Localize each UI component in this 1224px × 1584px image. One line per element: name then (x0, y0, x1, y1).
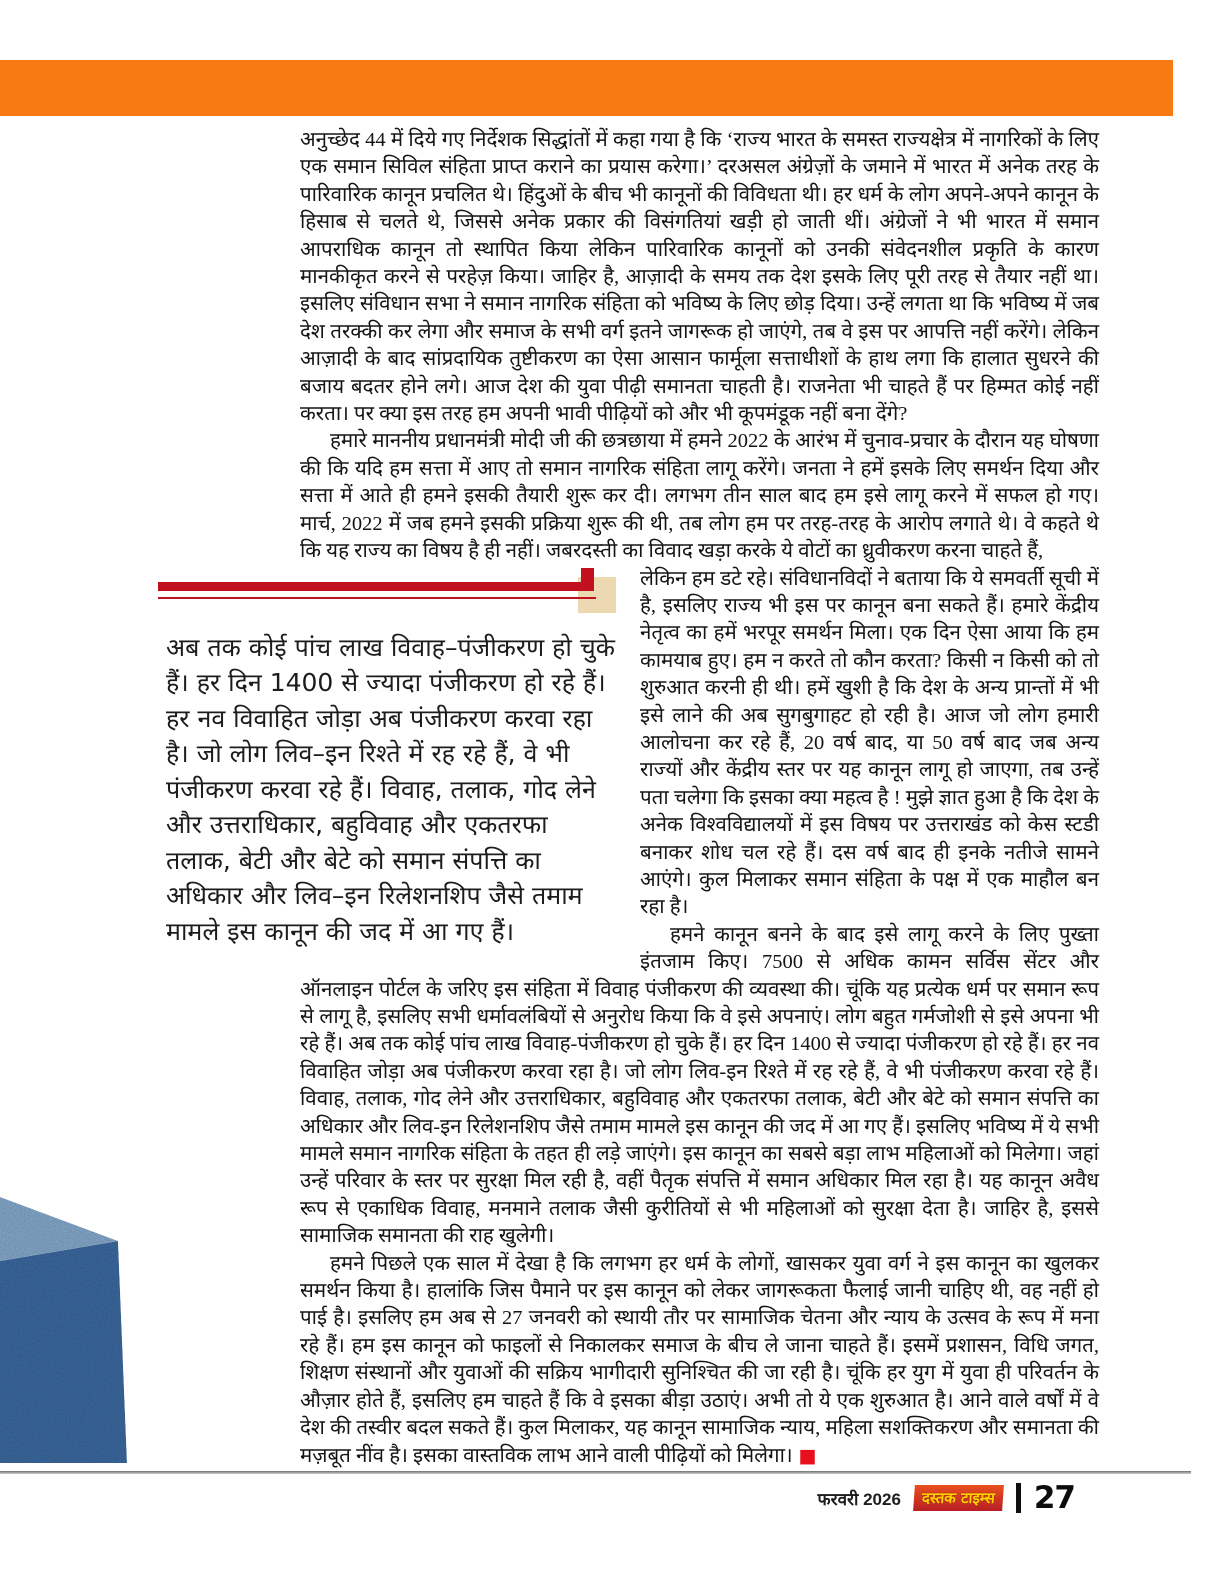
footer-issue-date: फरवरी 2026 (817, 1489, 901, 1509)
denim-fabric-corner-photo (0, 1197, 128, 1463)
pull-quote-decoration (158, 568, 616, 612)
article-paragraph-4 (300, 1251, 1099, 1470)
page-number: 27 (1033, 1480, 1075, 1516)
article-paragraph-2b: लेकिन हम डटे रहे। संविधानविदों ने बताया कि ये समवर्ती सूची में है, इसलिए राज्य भी इस पर कानून बना सकते हैं। हमारे केंद्रीय नेतृत्व का हमें भरपूर समर्थन मिला। एक दिन ऐसा आया कि हम कामयाब हुए। हम न करते तो कौन करता? किसी न किसी को तो शुरुआत करनी ही थी। हमें खुशी है कि देश के अन्य प्रान्तों में भी इसे लाने की अब सुगबुगाहट हो रही है। आज जो लोग हमारी आलोचना कर रहे हैं, 20 वर्ष बाद, या 50 वर्ष बाद जब अन्य राज्यों और केंद्रीय स्तर पर यह कानून लागू हो जाएगा, तब उन्हें पता चलेगा कि इसका क्या महत्व है ! मुझे ज्ञात हुआ है कि देश के अनेक विश्वविद्यालयों में इस विषय पर उत्तराखंड को केस स्टडी बनाकर शोध चल रहे हैं। दस वर्ष बाद ही इनके नतीजे सामने आएंगे। कुल मिलाकर समान संहिता के पक्ष में एक माहौल बन रहा है। (640, 567, 1099, 919)
footer-rule (0, 1471, 1191, 1474)
footer-divider-bar (1016, 1483, 1021, 1513)
pull-quote-thick-rule (158, 582, 592, 591)
denim-front-face (0, 1241, 127, 1463)
article-paragraph-2a: हमारे माननीय प्रधानमंत्री मोदी जी की छत्रछाया में हमने 2022 के आरंभ में चुनाव-प्रचार के दौरान यह घोषणा की कि यदि हम सत्ता में आए तो समान नागरिक संहिता लागू करेंगे। जनता ने हमें इसके लिए समर्थन दिया और सत्ता में आते ही हमने इसकी तैयारी शुरू कर दी। लगभग तीन साल बाद हम इसे लागू करने में सफल हो गए। मार्च, 2022 में जब हमने इसकी प्रक्रिया शुरू की थी, तब लोग हम पर तरह-तरह के आरोप लगाते थे। वे कहते थे कि यह राज्य का विषय है ही नहीं। जबरदस्ती का विवाद खड़ा करके ये वोटों का ध्रुवीकरण करना चाहते हैं, (300, 430, 1099, 563)
article-end-mark: ■ (798, 1444, 817, 1467)
article-paragraph-1: अनुच्छेद 44 में दिये गए निर्देशक सिद्धांतों में कहा गया है कि ‘राज्य भारत के समस्त राज्यक्षेत्र में नागरिकों के लिए एक समान सिविल संहिता प्राप्त कराने का प्रयास करेगा।’ दरअसल अंग्रेज़ों के जमाने में भारत में अनेक तरह के पारिवारिक कानून प्रचलित थे। हिंदुओं के बीच भी कानूनों की विविधता थी। हर धर्म के लोग अपने-अपने कानून के हिसाब से चलते थे, जिससे अनेक प्रकार की विसंगतियां खड़ी हो जाती थीं। अंग्रेजों ने भी भारत में समान आपराधिक कानून तो स्थापित किया लेकिन पारिवारिक कानूनों को उनकी संवेदनशील प्रकृति के कारण मानकीकृत करने से परहेज़ किया। जाहिर है, आज़ादी के समय तक देश इसके लिए पूरी तरह से तैयार नहीं था। इसलिए संविधान सभा ने समान नागरिक संहिता को भविष्य के लिए छोड़ दिया। उन्हें लगता था कि भविष्य में जब देश तरक्की कर लेगा और समाज के सभी वर्ग इतने जागरूक हो जाएंगे, तब वे इस पर आपत्ति नहीं करेंगे। लेकिन आज़ादी के बाद सांप्रदायिक तुष्टीकरण का ऐसा आसान फार्मूला सत्ताधीशों के हाथ लगा कि हालात सुधरने की बजाय बदतर होने लगे। आज देश की युवा पीढ़ी समानता चाहती है। राजनेता भी चाहते हैं पर हिम्मत कोई नहीं करता। पर क्या इस तरह हम अपनी भावी पीढ़ियों को और भी कूपमंडूक नहीं बना देंगे? (300, 129, 1099, 426)
article-body (166, 127, 1099, 1470)
magazine-logo-badge: दस्तक टाइम्स (913, 1485, 1004, 1511)
footer (818, 1480, 1075, 1516)
article-paragraph-4-text: हमने पिछले एक साल में देखा है कि लगभग हर धर्म के लोगों, खासकर युवा वर्ग ने इस कानून का खुलकर समर्थन किया है। हालांकि जिस पैमाने पर इस कानून को लेकर जागरूकता फैलाई जानी चाहिए थी, वह नहीं हो पाई है। इसलिए हम अब से 27 जनवरी को स्थायी तौर पर सामाजिक चेतना और न्याय के उत्सव के रूप में मना रहे हैं। हम इस कानून को फाइलों से निकालकर समाज के बीच ले जाना चाहते हैं। इसमें प्रशासन, विधि जगत, शिक्षण संस्थानों और युवाओं की सक्रिय भागीदारी सुनिश्चित की जा रही है। चूंकि हर युग में युवा ही परिवर्तन के औज़ार होते हैं, इसलिए हम चाहते हैं कि वे इसका बीड़ा उठाएं। अभी तो ये एक शुरुआत है। आने वाले वर्षों में वे देश की तस्वीर बदल सकते हैं। कुल मिलाकर, यह कानून सामाजिक न्याय, महिला सशक्तिकरण और समानता की मज़बूत नींव है। इसका वास्तविक लाभ आने वाली पीढ़ियों को मिलेगा। (300, 1252, 1099, 1467)
pull-quote-text: अब तक कोई पांच लाख विवाह–पंजीकरण हो चुके हैं। हर दिन 1400 से ज्यादा पंजीकरण हो रहे हैं। हर नव विवाहित जोड़ा अब पंजीकरण करवा रहा है। जो लोग लिव–इन रिश्ते में रह रहे हैं, वे भी पंजीकरण करवा रहे हैं। विवाह, तलाक, गोद लेने और उत्तराधिकार, बहुविवाह और एकतरफा तलाक, बेटी और बेटे को समान संपत्ति का अधिकार और लिव–इन रिलेशनशिप जैसे तमाम मामले इस कानून की जद में आ गए हैं। (166, 632, 615, 946)
pull-quote (158, 568, 616, 960)
pull-quote-thin-rule (158, 597, 596, 599)
article-paragraph-3: हमने कानून बनने के बाद इसे लागू करने के लिए पुख्ता इंतजाम किए। 7500 से अधिक कामन सर्विस सेंटर और ऑनलाइन पोर्टल के जरिए इस संहिता में विवाह पंजीकरण की व्यवस्था की। चूंकि यह प्रत्येक धर्म पर समान रूप से लागू है, इसलिए सभी धर्मावलंबियों से अनुरोध किया कि वे इसे अपनाएं। लोग बहुत गर्मजोशी से इसे अपना भी रहे हैं। अब तक कोई पांच लाख विवाह-पंजीकरण हो चुके हैं। हर दिन 1400 से ज्यादा पंजीकरण हो रहे हैं। हर नव विवाहित जोड़ा अब पंजीकरण करवा रहा है। जो लोग लिव-इन रिश्ते में रह रहे हैं, वे भी पंजीकरण करवा रहे हैं। विवाह, तलाक, गोद लेने और उत्तराधिकार, बहुविवाह और एकतरफा तलाक, बेटी और बेटे को समान संपत्ति का अधिकार और लिव-इन रिलेशनशिप जैसे तमाम मामले इस कानून की जद में आ गए हैं। इसलिए भविष्य में ये सभी मामले समान नागरिक संहिता के तहत ही लड़े जाएंगे। इस कानून का सबसे बड़ा लाभ महिलाओं को मिलेगा। जहां उन्हें परिवार के स्तर पर सुरक्षा मिल रही है, वहीं पैतृक संपत्ति में समान अधिकार मिल रहा है। यह कानून अवैध रूप से एकाधिक विवाह, मनमाने तलाक जैसी कुरीतियों से भी महिलाओं को सुरक्षा देता है। जाहिर है, इससे सामाजिक समानता की राह खुलेगी। (300, 923, 1099, 1248)
masthead-orange-band (0, 60, 1173, 116)
